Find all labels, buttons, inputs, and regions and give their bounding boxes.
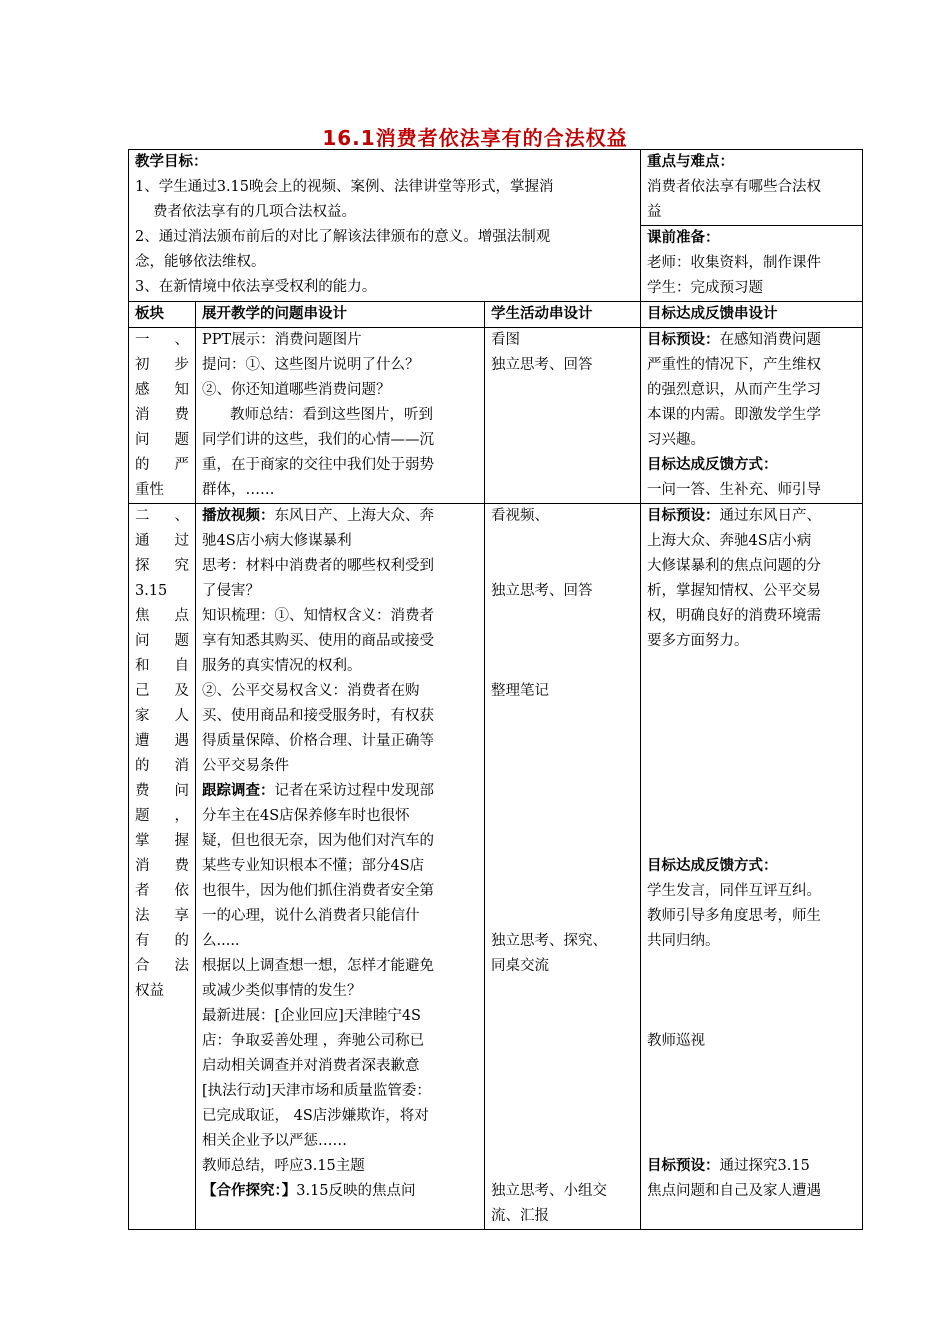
survey-text: 记者在采访过程中发现部 bbox=[274, 783, 434, 799]
block-line: 探 究 bbox=[135, 558, 189, 574]
goal-line: 习兴趣。 bbox=[647, 432, 706, 448]
teaching-line: 已完成取证， 4S店涉嫌欺诈，将对 bbox=[202, 1108, 429, 1124]
objective-line: 1、学生通过3.15晚会上的视频、案例、法律讲堂等形式，掌握消 bbox=[135, 179, 554, 195]
teaching-line: 重，在于商家的交往中我们处于弱势 bbox=[202, 457, 434, 473]
teaching-line: 最新进展：[企业回应]天津睦宁4S bbox=[202, 1008, 421, 1024]
teaching-line: ②、公平交易权含义：消费者在购 bbox=[202, 683, 420, 699]
teaching-line: 知识梳理：①、知情权含义：消费者 bbox=[202, 608, 434, 624]
feedback-label: 目标达成反馈方式： bbox=[647, 457, 778, 473]
goal-line: 上海大众、奔驰4S店小病 bbox=[647, 533, 812, 549]
lesson-plan-table bbox=[128, 149, 863, 1230]
teaching-line: 教师总结：看到这些图片，听到 bbox=[230, 407, 433, 423]
video-label: 播放视频： bbox=[202, 508, 275, 524]
section-1-row bbox=[129, 328, 863, 504]
feedback-line: 教师引导多角度思考，师生 bbox=[647, 908, 822, 924]
preparation-heading: 课前准备： bbox=[647, 230, 720, 246]
section-1-teaching bbox=[196, 328, 485, 504]
student-line: 整理笔记 bbox=[491, 683, 549, 699]
student-line: 独立思考、小组交 bbox=[491, 1183, 607, 1199]
objective-line: 3、在新情境中依法享受权利的能力。 bbox=[135, 279, 377, 295]
teaching-line: 一的心理，说什么消费者只能信什 bbox=[202, 908, 420, 924]
document-title: 16.1消费者依法享有的合法权益 bbox=[322, 126, 628, 150]
teaching-line: 服务的真实情况的权利。 bbox=[202, 658, 362, 674]
teaching-line: 店：争取妥善处理 ，奔驰公司称已 bbox=[202, 1033, 425, 1049]
student-line: 看视频、 bbox=[491, 508, 549, 524]
keypoint-line: 消费者依法享有哪些合法权 bbox=[647, 179, 822, 195]
goal-line: 的强烈意识，从而产生学习 bbox=[647, 382, 822, 398]
block-line: 掌 握 bbox=[135, 833, 189, 849]
section-2-block bbox=[129, 504, 196, 1230]
teaching-line: 驰4S店小病大修谋暴利 bbox=[202, 533, 352, 549]
student-line: 独立思考、探究、 bbox=[491, 933, 607, 949]
coop-label: 【合作探究：】 bbox=[202, 1183, 297, 1199]
preparation-line: 老师：收集资料，制作课件 bbox=[647, 255, 822, 271]
teaching-line: 公平交易条件 bbox=[202, 758, 289, 774]
feedback-label: 目标达成反馈方式： bbox=[647, 858, 778, 874]
block-line: 法 享 bbox=[135, 908, 189, 924]
goal-text: 通过东风日产、 bbox=[719, 508, 822, 524]
objective-line: 2、通过消法颁布前后的对比了解该法律颁布的意义。增强法制观 bbox=[135, 229, 551, 245]
teaching-line: 同学们讲的这些，我们的心情——沉 bbox=[202, 432, 434, 448]
objectives-cell bbox=[129, 150, 641, 302]
goal-label: 目标预设： bbox=[647, 1158, 720, 1174]
teaching-line: 提问：①、这些图片说明了什么？ bbox=[202, 357, 420, 373]
teaching-line: PPT展示：消费问题图片 bbox=[202, 332, 362, 348]
goal-line: 严重性的情况下，产生维权 bbox=[647, 357, 822, 373]
section-1-student bbox=[485, 328, 641, 504]
section-2-student bbox=[485, 504, 641, 1230]
header-row-1 bbox=[129, 150, 863, 226]
survey-label: 跟踪调查： bbox=[202, 783, 275, 799]
coop-text: 3.15反映的焦点问 bbox=[296, 1183, 416, 1199]
teaching-line: 启动相关调查并对消费者深表歉意 bbox=[202, 1058, 420, 1074]
column-header-row bbox=[129, 302, 863, 328]
objective-line: 费者依法享有的几项合法权益。 bbox=[153, 204, 356, 220]
feedback-line: 学生发言，同伴互评互纠。 bbox=[647, 883, 822, 899]
section-1-goal bbox=[641, 328, 863, 504]
patrol-text: 教师巡视 bbox=[647, 1033, 706, 1049]
student-line: 独立思考、回答 bbox=[491, 583, 593, 599]
teaching-line: 根据以上调查想一想，怎样才能避免 bbox=[202, 958, 434, 974]
goal-line: 要多方面努力。 bbox=[647, 633, 749, 649]
goal-text: 通过探究3.15 bbox=[719, 1158, 810, 1174]
block-line: 己 及 bbox=[135, 683, 189, 699]
student-line: 流、汇报 bbox=[491, 1208, 549, 1224]
feedback-line: 共同归纳。 bbox=[647, 933, 720, 949]
block-line: 感 知 bbox=[135, 382, 189, 398]
student-line: 独立思考、回答 bbox=[491, 357, 593, 373]
block-line: 问 题 bbox=[135, 633, 189, 649]
teaching-line: 相关企业予以严惩…… bbox=[202, 1133, 347, 1149]
teaching-line: 思考：材料中消费者的哪些权利受到 bbox=[202, 558, 434, 574]
teaching-line: 教师总结，呼应3.15主题 bbox=[202, 1158, 365, 1174]
block-line: 有 的 bbox=[135, 933, 189, 949]
goal-line: 本课的内需。即激发学生学 bbox=[647, 407, 822, 423]
teaching-line: ②、你还知道哪些消费问题？ bbox=[202, 382, 391, 398]
keypoint-line: 益 bbox=[647, 204, 662, 220]
block-line: 消 费 bbox=[135, 858, 189, 874]
feedback-line: 一问一答、生补充、师引导 bbox=[647, 482, 822, 498]
keypoints-cell bbox=[641, 150, 863, 226]
section-2-teaching bbox=[196, 504, 485, 1230]
section-2-row bbox=[129, 504, 863, 1230]
block-line: 费 问 bbox=[135, 783, 189, 799]
block-line: 焦 点 bbox=[135, 608, 189, 624]
goal-line: 权，明确良好的消费环境需 bbox=[647, 608, 822, 624]
goal-label: 目标预设： bbox=[647, 508, 720, 524]
objective-line: 念，能够依法维权。 bbox=[135, 254, 266, 270]
column-header: 目标达成反馈串设计 bbox=[641, 302, 863, 328]
teaching-line: 享有知悉其购买、使用的商品或接受 bbox=[202, 633, 434, 649]
objectives-heading: 教学目标： bbox=[135, 154, 208, 170]
teaching-line: 买、使用商品和接受服务时，有权获 bbox=[202, 708, 434, 724]
block-line: 初 步 bbox=[135, 357, 189, 373]
goal-line: 大修谋暴利的焦点问题的分 bbox=[647, 558, 822, 574]
teaching-line: 或减少类似事情的发生？ bbox=[202, 983, 362, 999]
block-line: 权益 bbox=[135, 983, 164, 999]
section-2-goal bbox=[641, 504, 863, 1230]
column-header: 展开教学的问题串设计 bbox=[196, 302, 485, 328]
block-line: 遭 遇 bbox=[135, 733, 189, 749]
block-line: 二 、 bbox=[135, 508, 189, 524]
teaching-line: 分车主在4S店保养修车时也很怀 bbox=[202, 808, 410, 824]
teaching-line: [执法行动]天津市场和质量监管委： bbox=[202, 1083, 431, 1099]
block-line: 一 、 bbox=[135, 332, 189, 348]
block-line: 家 人 bbox=[135, 708, 189, 724]
video-text: 东风日产、上海大众、奔 bbox=[274, 508, 434, 524]
block-line: 和 自 bbox=[135, 658, 189, 674]
teaching-line: 某些专业知识根本不懂；部分4S店 bbox=[202, 858, 425, 874]
block-line: 的 消 bbox=[135, 758, 189, 774]
goal-text: 在感知消费问题 bbox=[719, 332, 822, 348]
block-line: 重性 bbox=[135, 482, 164, 498]
teaching-line: 么..... bbox=[202, 933, 240, 949]
block-line: 3.15 bbox=[135, 583, 168, 599]
preparation-cell bbox=[641, 226, 863, 302]
block-line: 消 费 bbox=[135, 407, 189, 423]
block-line: 的 严 bbox=[135, 457, 189, 473]
preparation-line: 学生：完成预习题 bbox=[647, 280, 764, 296]
column-header: 板块 bbox=[129, 302, 196, 328]
goal-line: 析，掌握知情权、公平交易 bbox=[647, 583, 822, 599]
block-line: 通 过 bbox=[135, 533, 189, 549]
section-1-block bbox=[129, 328, 196, 504]
teaching-line: 群体，…… bbox=[202, 482, 275, 498]
teaching-line: 了侵害？ bbox=[202, 583, 260, 599]
block-line: 者 依 bbox=[135, 883, 189, 899]
keypoints-heading: 重点与难点： bbox=[647, 154, 735, 170]
goal-line: 焦点问题和自己及家人遭遇 bbox=[647, 1183, 822, 1199]
block-line: 合 法 bbox=[135, 958, 189, 974]
teaching-line: 也很牛，因为他们抓住消费者安全第 bbox=[202, 883, 434, 899]
goal-label: 目标预设： bbox=[647, 332, 720, 348]
teaching-line: 得质量保障、价格合理、计量正确等 bbox=[202, 733, 434, 749]
teaching-line: 疑，但也很无奈，因为他们对汽车的 bbox=[202, 833, 434, 849]
block-line: 问 题 bbox=[135, 432, 189, 448]
student-line: 同桌交流 bbox=[491, 958, 549, 974]
student-line: 看图 bbox=[491, 332, 520, 348]
column-header: 学生活动串设计 bbox=[485, 302, 641, 328]
block-line: 题 ， bbox=[135, 808, 189, 824]
